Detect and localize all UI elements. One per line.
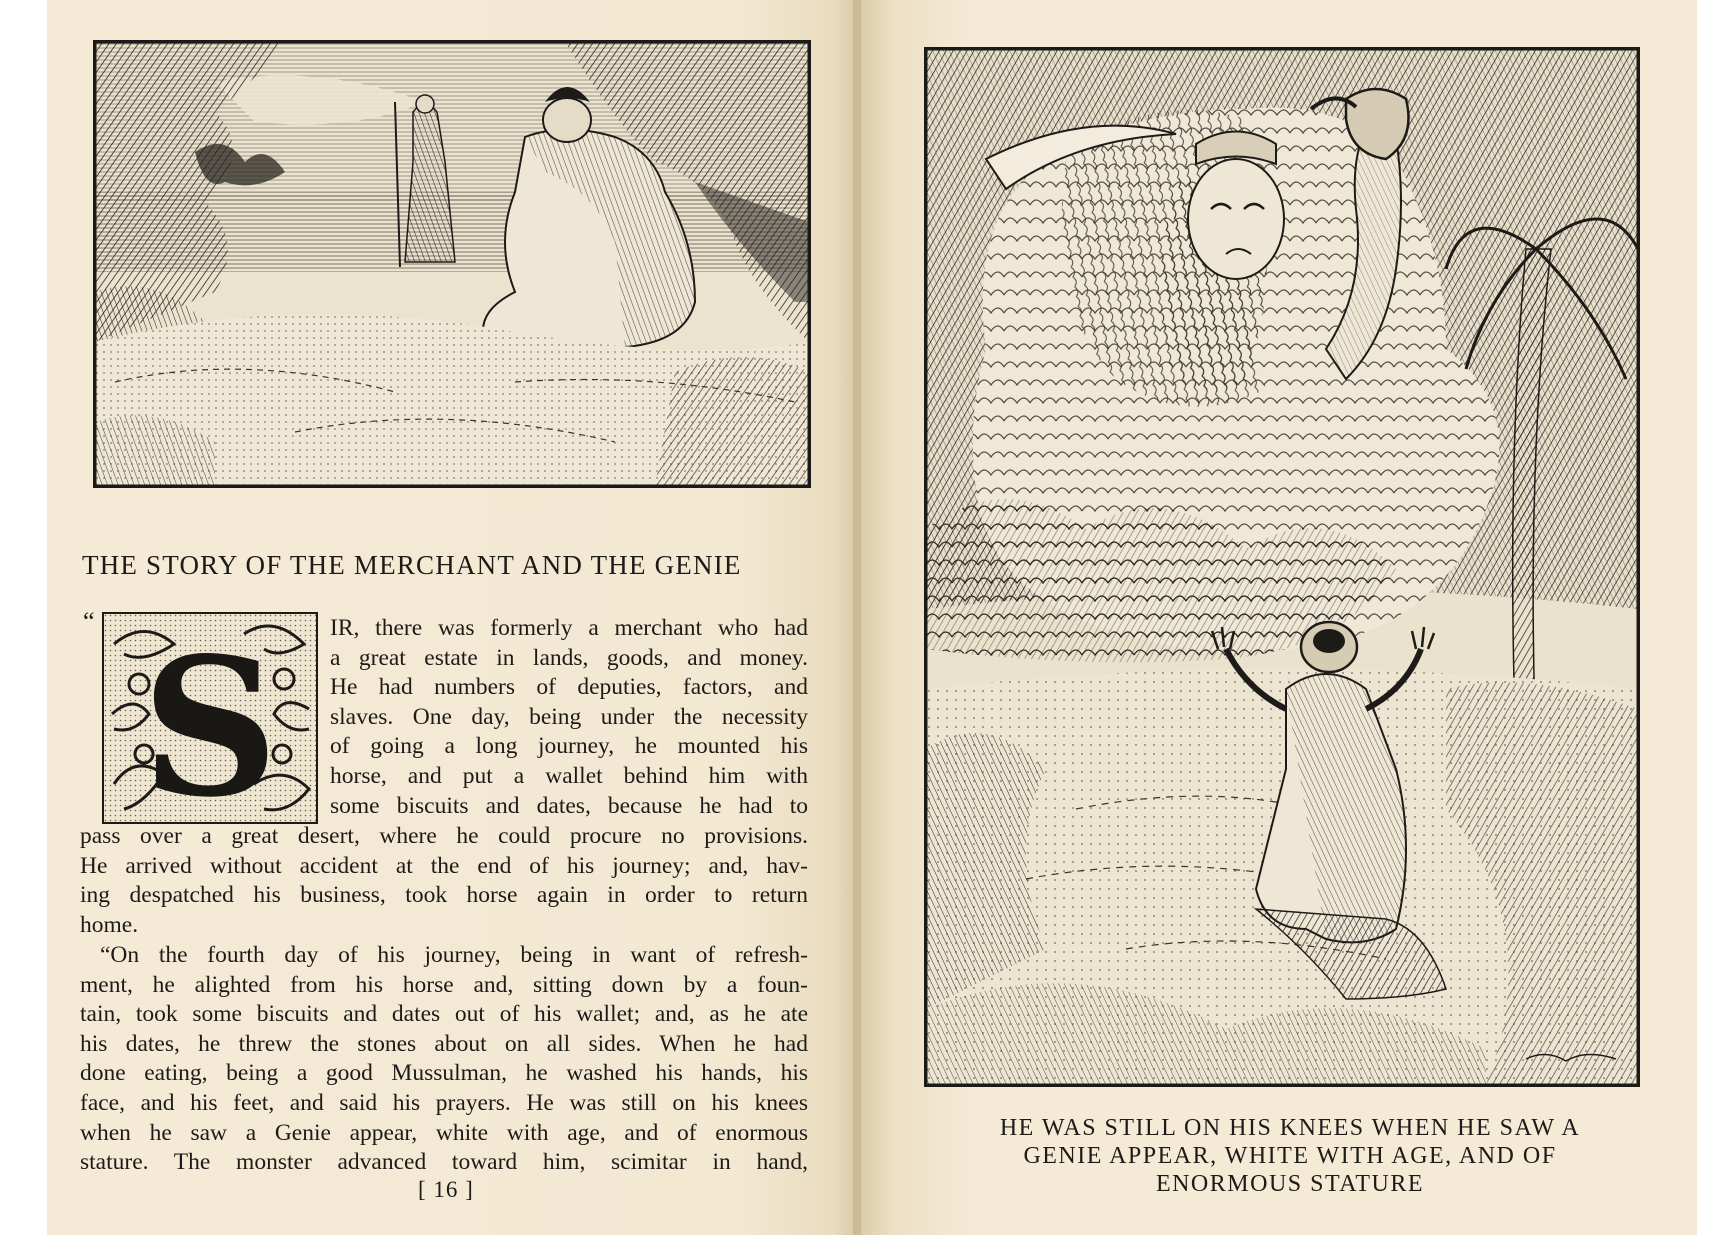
opening-quote-mark: “ (83, 607, 95, 636)
text-line: slaves. One day, being under the necessity (330, 703, 808, 730)
paragraph-1-wrapped (330, 614, 808, 821)
text-line: ing despatched his business, took horse again in order to return (80, 882, 808, 909)
text-line: ment, he alighted from his horse and, sitting down by a foun- (80, 971, 808, 998)
paragraph-2 (80, 941, 808, 1178)
paragraph-1-continued (80, 822, 808, 940)
text-line: IR, there was formerly a merchant who had (330, 615, 808, 641)
drop-cap-ornament (104, 614, 316, 822)
text-line: stature. The monster advanced toward him, scimitar in hand, (80, 1149, 808, 1176)
merchant-illustration (93, 40, 811, 488)
text-line: a great estate in lands, goods, and money. (330, 644, 808, 671)
caption-line: HE WAS STILL ON HIS KNEES WHEN HE SAW A (999, 1115, 1581, 1141)
book-gutter (853, 0, 861, 1235)
text-line: home. (80, 911, 139, 938)
text-line: “On the fourth day of his journey, being in want of refresh- (100, 942, 808, 968)
text-line: horse, and put a wallet behind him with (330, 762, 808, 789)
genie-engraving (926, 49, 1638, 1085)
text-line: face, and his feet, and said his prayers. He was still on his knees (80, 1089, 808, 1116)
merchant-engraving (95, 42, 809, 486)
text-line: when he saw a Genie appear, white with age, and of enormous (80, 1119, 808, 1146)
caption-line: GENIE APPEAR, WHITE WITH AGE, AND OF (1023, 1143, 1557, 1169)
text-line: tain, took some biscuits and dates out of his wallet; and, as he ate (80, 1001, 808, 1028)
story-title: THE STORY OF THE MERCHANT AND THE GENIE (82, 550, 742, 580)
caption-line: ENORMOUS STATURE (1155, 1171, 1425, 1197)
page-number: [ 16 ] (418, 1177, 474, 1202)
text-line: of going a long journey, he mounted his (330, 733, 808, 760)
drop-cap-letter: S (141, 616, 279, 822)
text-line: some biscuits and dates, because he had to (330, 792, 808, 819)
text-line: He had numbers of deputies, factors, and (330, 674, 808, 701)
text-line: He arrived without accident at the end of his journey; and, hav- (80, 852, 808, 879)
text-line: his dates, he threw the stones about on all sides. When he had (80, 1030, 808, 1057)
text-line: pass over a great desert, where he could procure no provisions. (80, 823, 808, 849)
drop-cap (102, 612, 318, 824)
illustration-caption (940, 1114, 1640, 1198)
genie-illustration (924, 47, 1640, 1087)
text-line: done eating, being a good Mussulman, he washed his hands, his (80, 1060, 808, 1087)
